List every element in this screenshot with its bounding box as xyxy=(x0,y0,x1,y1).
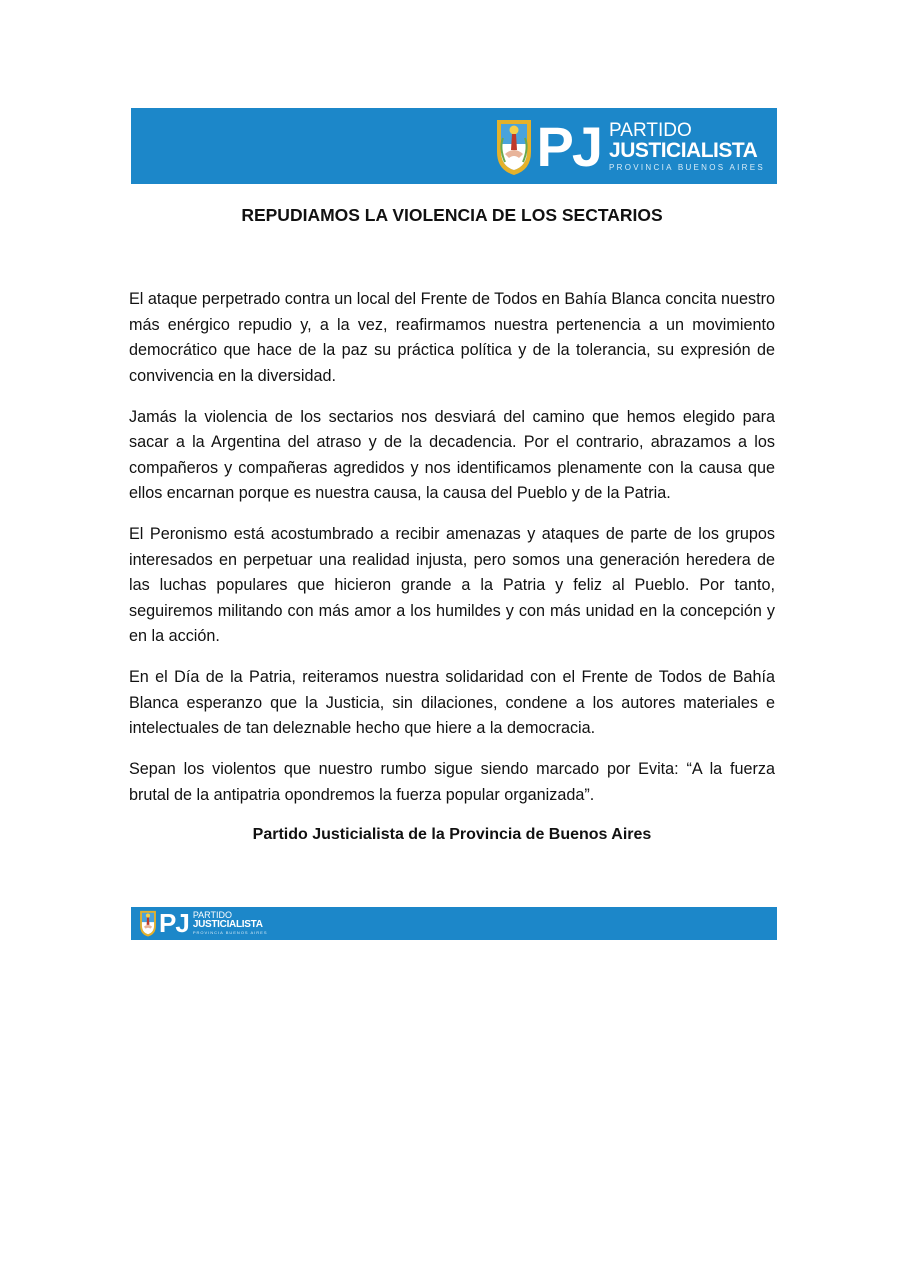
logo-line-partido: PARTIDO xyxy=(609,120,692,141)
paragraph: Sepan los violentos que nuestro rumbo sigue siendo marcado por Evita: “A la fuerza brutal de la antipatria opondremos la fuerza popular organizada”. xyxy=(129,760,775,804)
document-body xyxy=(129,287,775,824)
party-shield-icon xyxy=(139,910,157,937)
document-signature: Partido Justicialista de la Provincia de Buenos Aires xyxy=(252,826,652,843)
party-logo-small xyxy=(139,910,268,937)
document-title: REPUDIAMOS LA VIOLENCIA DE LOS SECTARIOS xyxy=(241,205,663,225)
logo-line-justicialista: JUSTICIALISTA xyxy=(609,139,758,162)
party-shield-icon xyxy=(495,118,533,176)
paragraph: El ataque perpetrado contra un local del Frente de Todos en Bahía Blanca concita nuestro más enérgico repudio y, a la vez, reafirmamos nuestra pertenencia a un movimiento democrático que hace de la paz su práctica política y de la tolerancia, su expresión de convivencia en la diversidad. xyxy=(129,290,775,385)
footer-banner xyxy=(131,907,777,940)
party-logo xyxy=(495,115,765,178)
header-banner xyxy=(131,108,777,184)
logo-line-provincia: PROVINCIA BUENOS AIRES xyxy=(192,930,268,935)
logo-monogram: PJ xyxy=(536,115,602,178)
logo-line-partido: PARTIDO xyxy=(192,910,232,920)
paragraph: En el Día de la Patria, reiteramos nuestra solidaridad con el Frente de Todos de Bahía Blanca esperanzo que la Justicia, sin dilaciones, condene a los autores materiales e intelectuales de tan deleznable hecho que hiere a la democracia. xyxy=(129,668,775,737)
logo-line-provincia: PROVINCIA BUENOS AIRES xyxy=(609,163,765,172)
logo-wordmark xyxy=(609,121,765,173)
logo-line-justicialista: JUSTICIALISTA xyxy=(192,919,263,930)
paragraph: Jamás la violencia de los sectarios nos desviará del camino que hemos elegido para sacar a la Argentina del atraso y de la decadencia. Por el contrario, abrazamos a los compañeros y compañeras agredidos y nos identificamos plenamente con la causa que ellos encarnan porque es nuestra causa, la causa del Pueblo y de la Patria. xyxy=(129,407,775,502)
paragraph: El Peronismo está acostumbrado a recibir amenazas y ataques de parte de los grupos interesados en perpetuar una realidad injusta, pero somos una generación heredera de las luchas populares que hicieron grande a la Patria y feliz al Pueblo. Por tanto, seguiremos militando con más amor a los humildes y con más unidad en la concepción y en la acción. xyxy=(129,525,775,645)
logo-monogram: PJ xyxy=(159,908,189,938)
logo-wordmark xyxy=(193,911,268,936)
